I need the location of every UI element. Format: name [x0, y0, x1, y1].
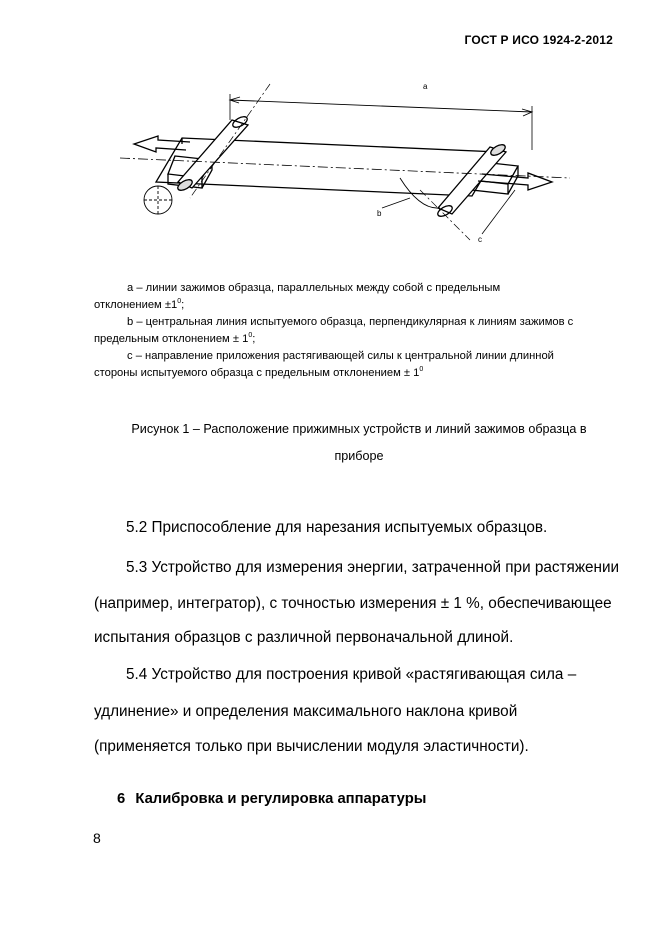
legend-b-line1: b – центральная линия испытуемого образца, перпендикулярная к линиям зажимов с [127, 316, 574, 328]
caption-line1: Рисунок 1 – Расположение прижимных устройств и линий зажимов образца в [131, 422, 587, 436]
left-roller [178, 120, 248, 188]
paragraph-5-4-line1: 5.4 Устройство для построения кривой «растягивающая сила – [126, 666, 577, 683]
legend-a-line2: отклонением $\pm 1^0$; [94, 298, 185, 311]
document-code: ГОСТ Р ИСО 1924-2-2012 [464, 33, 613, 47]
legend-a-line1: a – линии зажимов образца, параллельных между собой с предельным [127, 282, 501, 294]
figure-label-a: a [423, 82, 428, 91]
figure-caption [94, 416, 624, 470]
legend-c-line2: стороны испытуемого образца с предельным отклонением ± $1^0$ [94, 366, 424, 379]
section-number: 6 [117, 791, 126, 807]
paragraph-5-3-line3: испытания образцов с различной первоначальной длиной. [94, 629, 514, 646]
paragraph-5-4-line2: удлинение» и определения максимального наклона кривой [94, 703, 518, 720]
legend-b-line2: предельным отклонением ± $1^0$; [94, 332, 256, 345]
right-roller [438, 147, 506, 214]
caption-line2: приборе [334, 449, 384, 463]
page-number: 8 [93, 830, 101, 846]
paragraph-5-3-line2: (например, интегратор), с точностью измерения ± 1 %, обеспечивающее [94, 595, 612, 612]
legend-c-line1: c – направление приложения растягивающей силы к центральной линии длинной [127, 350, 554, 362]
paragraph-5-4-line3: (применяется только при вычислении модуля эластичности). [94, 738, 529, 755]
figure-label-c: c [478, 235, 482, 244]
rotation-symbol [144, 186, 172, 214]
clamp-diagram [120, 70, 570, 255]
section-heading [117, 791, 426, 807]
figure-label-b: b [377, 209, 382, 218]
paragraph-5-2: 5.2 Приспособление для нарезания испытуемых образцов. [126, 519, 548, 536]
section-title: Калибровка и регулировка аппаратуры [135, 791, 427, 807]
paragraph-5-3-line1: 5.3 Устройство для измерения энергии, затраченной при растяжении [126, 559, 620, 576]
figure-legend [94, 280, 624, 382]
